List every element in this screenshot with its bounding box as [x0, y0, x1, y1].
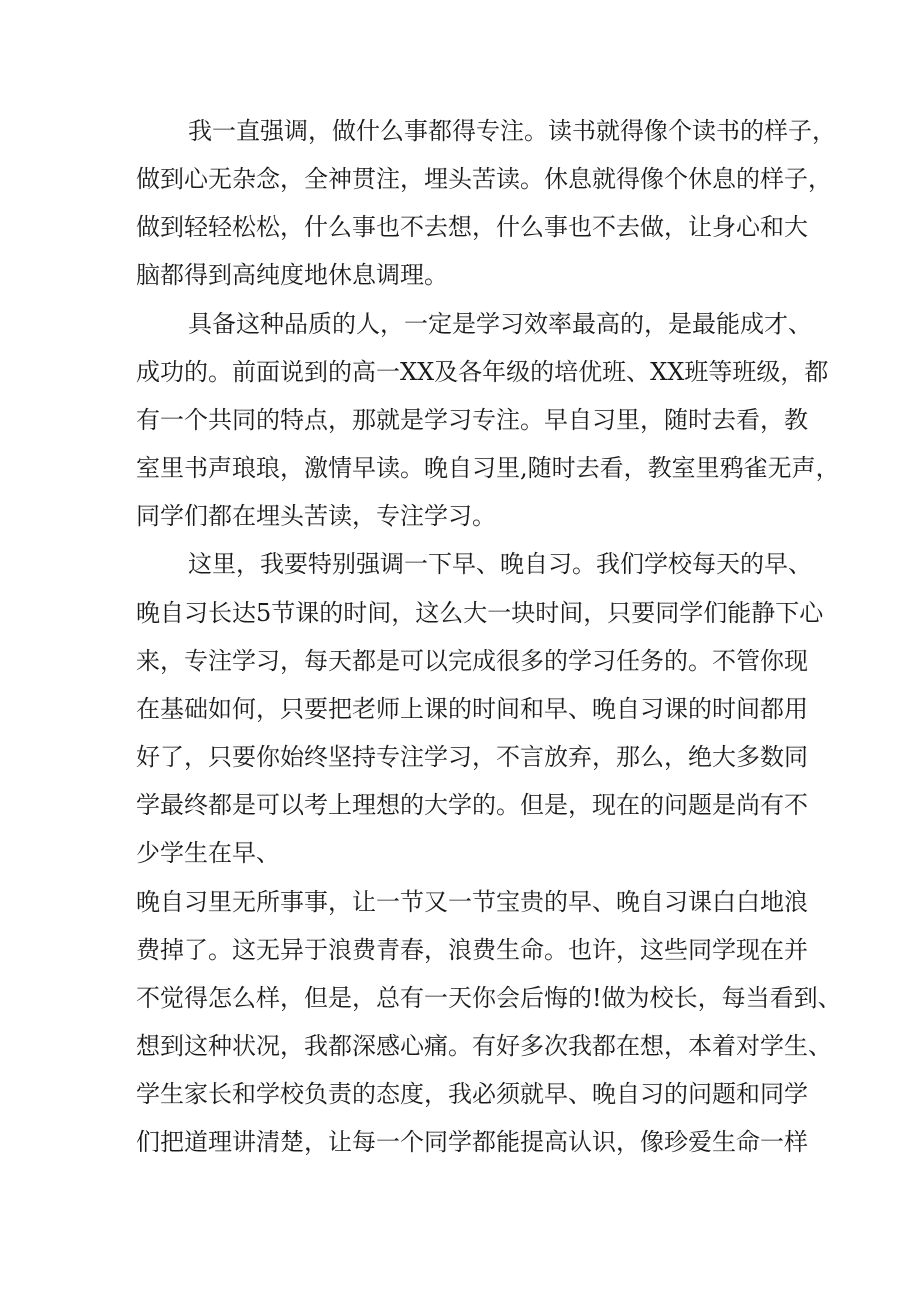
p2-line-5: 同学们都在埋头苦读，专注学习。	[136, 502, 496, 530]
p1-line-3: 做到轻轻松松，什么事也不去想，什么事也不去做，让身心和大	[136, 213, 808, 241]
p3-line-3: 来，专注学习，每天都是可以完成很多的学习任务的。不管你现	[136, 647, 808, 675]
p3-line-8: 晚自习里无所事事，让一节又一节宝贵的早、晚自习课白白地浪	[136, 888, 808, 916]
p1-line-2: 做到心无杂念，全神贯注，埋头苦读。休息就得像个休息的样子，	[136, 165, 832, 193]
p3-line-7: 少学生在早、	[136, 839, 280, 867]
p2-line-2: 成功的。前面说到的高一XX及各年级的培优班、XX班等班级，都	[136, 358, 829, 386]
p2-line-3: 有一个共同的特点，那就是学习专注。早自习里，随时去看，教	[136, 406, 808, 434]
p3-line-12: 学生家长和学校负责的态度，我必须就早、晚自习的问题和同学	[136, 1080, 808, 1108]
p1-line-4: 脑都得到高纯度地休息调理。	[136, 261, 448, 289]
p3-line-1: 这里，我要特别强调一下早、晚自习。我们学校每天的早、	[188, 550, 812, 578]
p3-line-10: 不觉得怎么样，但是，总有一天你会后悔的!做为校长，每当看到、	[136, 984, 842, 1012]
p2-line-1: 具备这种品质的人，一定是学习效率最高的，是最能成才、	[188, 310, 812, 338]
p3-line-6: 学最终都是可以考上理想的大学的。但是，现在的问题是尚有不	[136, 791, 808, 819]
p3-line-11: 想到这种状况，我都深感心痛。有好多次我都在想，本着对学生、	[136, 1032, 832, 1060]
p3-line-2: 晚自习长达5节课的时间，这么大一块时间，只要同学们能静下心	[136, 599, 824, 627]
p3-line-9: 费掉了。这无异于浪费青春，浪费生命。也许，这些同学现在并	[136, 936, 808, 964]
p1-line-1: 我一直强调，做什么事都得专注。读书就得像个读书的样子，	[188, 117, 836, 145]
p3-line-5: 好了，只要你始终坚持专注学习，不言放弃，那么，绝大多数同	[136, 743, 808, 771]
p2-line-4: 室里书声琅琅，激情早读。晚自习里,随时去看，教室里鸦雀无声，	[136, 454, 840, 482]
p3-line-4: 在基础如何，只要把老师上课的时间和早、晚自习课的时间都用	[136, 695, 808, 723]
p3-line-13: 们把道理讲清楚，让每一个同学都能提高认识，像珍爱生命一样	[136, 1128, 808, 1156]
